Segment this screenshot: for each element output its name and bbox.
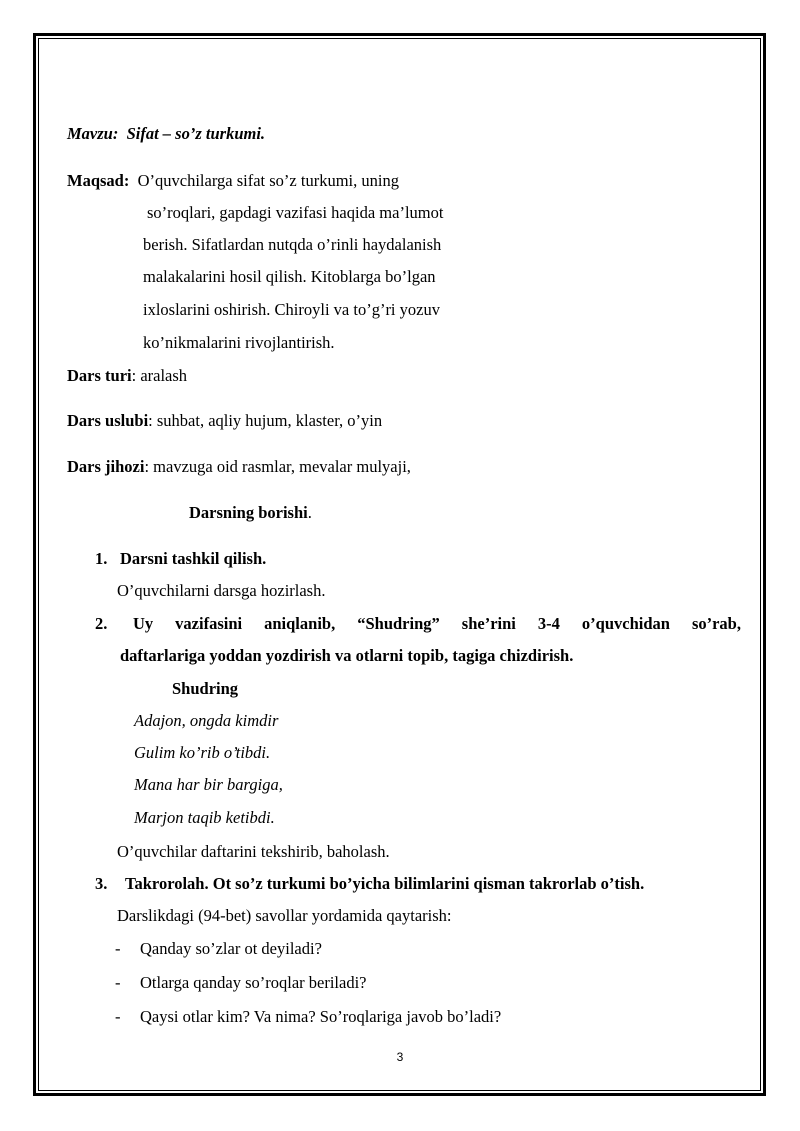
lesson-method (67, 411, 382, 431)
step-1-number: 1. (95, 549, 108, 568)
poem-title: Shudring (172, 679, 239, 698)
lesson-method-label: Dars uslubi (67, 411, 149, 430)
question-2-bullet: - (115, 973, 121, 992)
question-2: Otlarga qanday so’roqlar beriladi? (140, 973, 367, 992)
step-2-text: O’quvchilar daftarini tekshirib, baholash. (117, 842, 390, 861)
poem-line-3: Mana har bir bargiga, (134, 775, 283, 794)
lesson-equipment-value: : mavzuga oid rasmlar, mevalar mulyaji, (144, 457, 411, 476)
progress-heading (189, 503, 312, 523)
topic-line (67, 124, 265, 144)
poem-line-4: Marjon taqib ketibdi. (134, 808, 275, 827)
step-3-number: 3. (95, 874, 108, 893)
lesson-method-value: : suhbat, aqliy hujum, klaster, o’yin (148, 411, 383, 430)
goal-line-1 (67, 171, 399, 191)
goal-line-6: ko’nikmalarini rivojlantirish. (143, 333, 335, 352)
lesson-equipment-label: Dars jihozi (67, 457, 145, 476)
page-number: 3 (396, 1050, 404, 1064)
goal-line-5: ixloslarini oshirish. Chiroyli va to’g’ri yozuv (143, 300, 440, 319)
lesson-equipment (67, 457, 411, 477)
question-1-bullet: - (115, 939, 121, 958)
step-1-text: O’quvchilarni darsga hozirlash. (117, 581, 326, 600)
question-1: Qanday so’zlar ot deyiladi? (140, 939, 322, 958)
step-2-title-line-2: daftarlariga yoddan yozdirish va otlarni topib, tagiga chizdirish. (120, 646, 574, 665)
progress-heading-dot: . (307, 503, 312, 522)
topic-label: Mavzu: (67, 124, 119, 143)
step-2-title-line-1: Uy vazifasini aniqlanib, “Shudring” she’rini 3-4 o’quvchidan so’rab, (133, 614, 741, 633)
goal-line-2: so’roqlari, gapdagi vazifasi haqida ma’lumot (147, 203, 444, 222)
goal-text-1: O’quvchilarga sifat so’z turkumi, uning (137, 171, 399, 190)
step-2-number: 2. (95, 614, 108, 633)
topic-text: Sifat – so’z turkumi. (126, 124, 266, 143)
goal-label: Maqsad: (67, 171, 130, 190)
question-3-bullet: - (115, 1007, 121, 1026)
step-3-title: Takrorolah. Ot so’z turkumi bo’yicha bilimlarini qisman takrorlab o’tish. (125, 874, 645, 893)
poem-line-2: Gulim ko’rib o’tibdi. (134, 743, 271, 762)
progress-heading-title: Darsning borishi (189, 503, 308, 522)
question-3: Qaysi otlar kim? Va nima? So’roqlariga javob bo’ladi? (140, 1007, 502, 1026)
step-1-title: Darsni tashkil qilish. (120, 549, 267, 568)
goal-line-4: malakalarini hosil qilish. Kitoblarga bo’lgan (143, 267, 436, 286)
lesson-type-value: : aralash (131, 366, 188, 385)
step-3-text: Darslikdagi (94-bet) savollar yordamida qaytarish: (117, 906, 452, 925)
goal-line-3: berish. Sifatlardan nutqda o’rinli haydalanish (143, 235, 442, 254)
poem-line-1: Adajon, ongda kimdir (134, 711, 279, 730)
lesson-type (67, 366, 187, 386)
lesson-type-label: Dars turi (67, 366, 132, 385)
